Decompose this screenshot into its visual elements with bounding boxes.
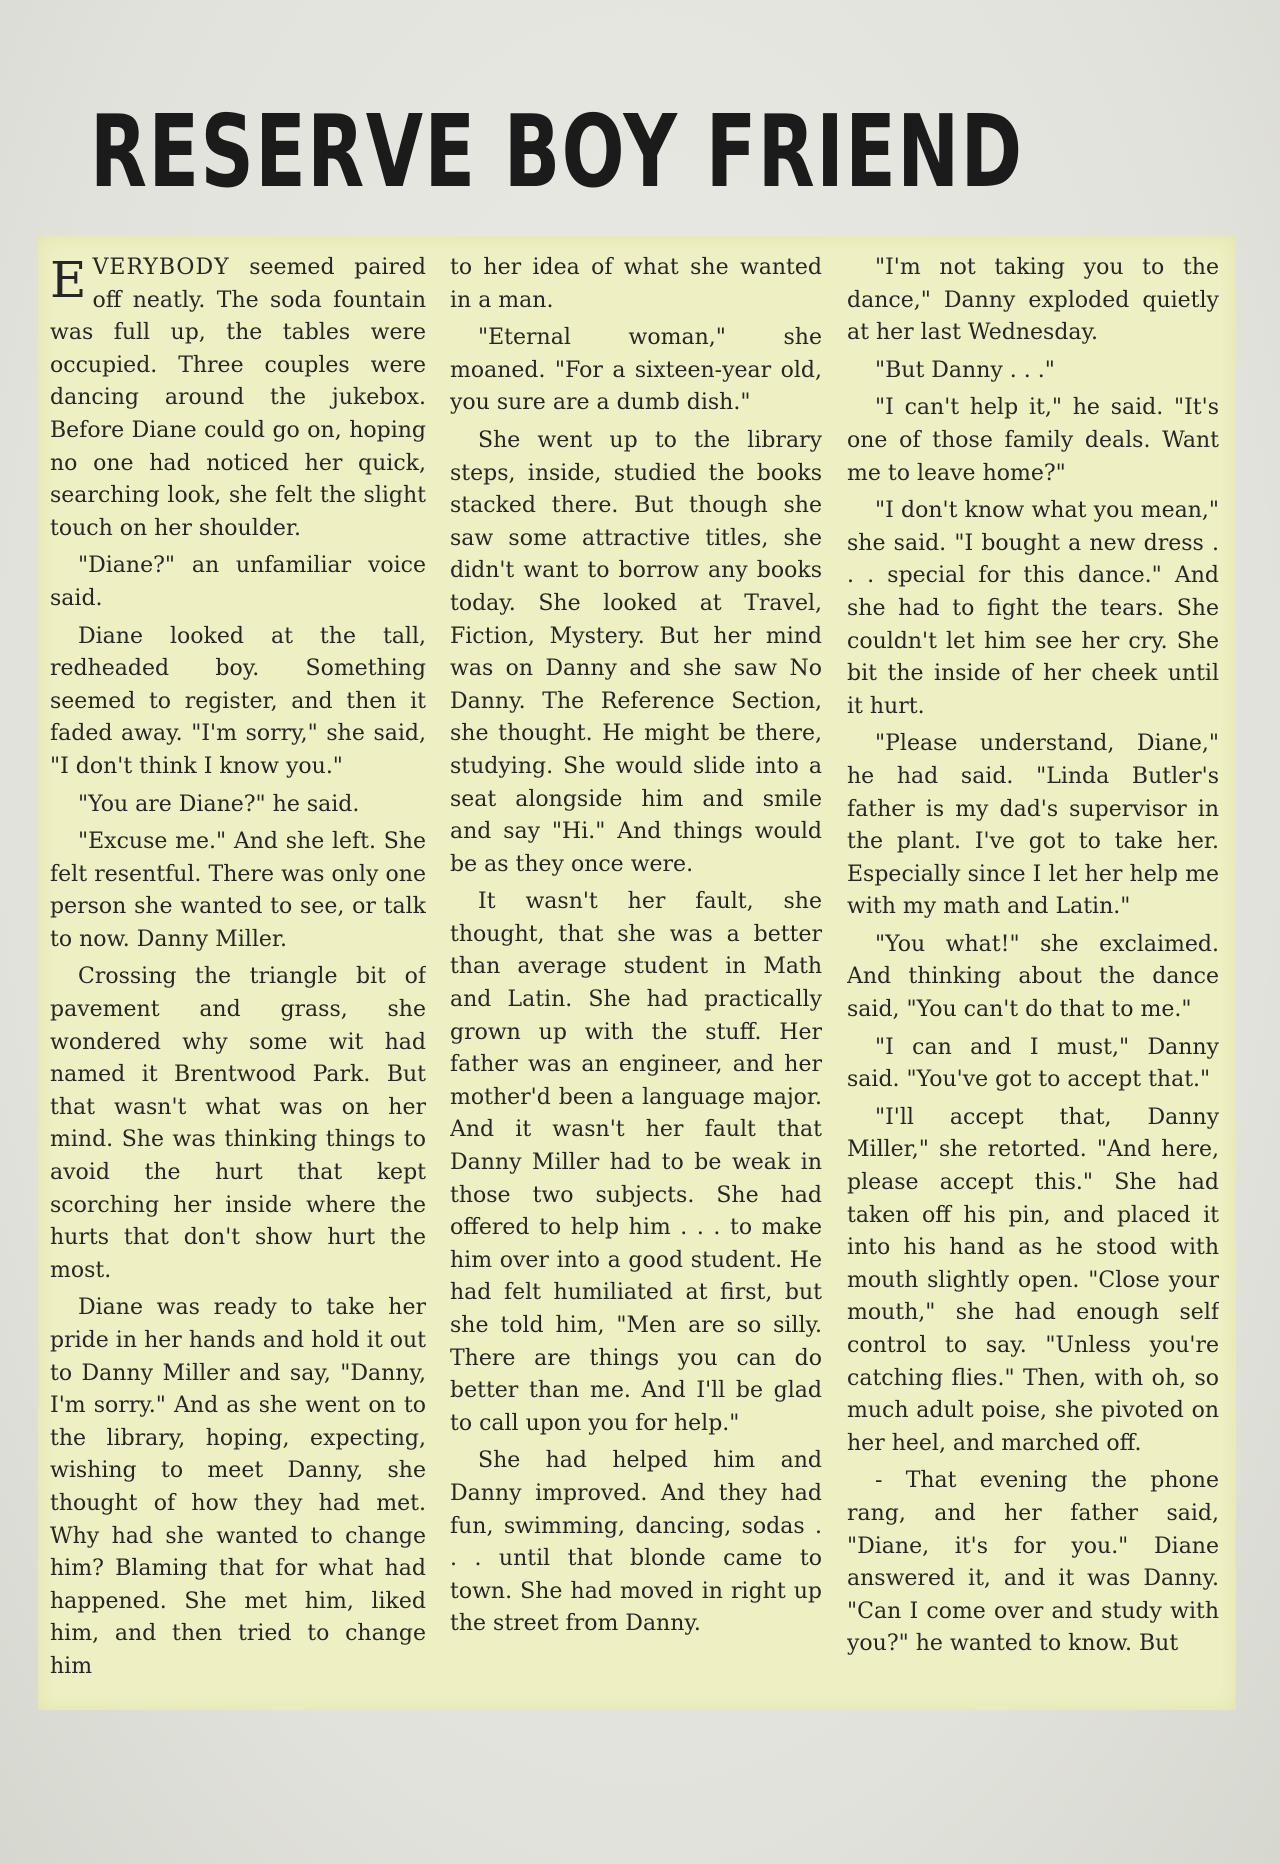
paragraph: "But Danny . . ." — [875, 357, 1055, 383]
paragraph: "I don't know what you mean," she said. "I bought a new dress . . . special for this dance." And she had to fight the tears. She couldn't let him see her cry. She bit the inside of her cheek until it hurt. — [847, 498, 1219, 719]
text-column-3 — [847, 252, 1219, 1704]
paragraph: "Please understand, Diane," he had said. "Linda Butler's father is my dad's supervisor in the plant. I've got to take her. Especially since I let her help me with my math and Latin." — [847, 731, 1219, 920]
paragraph: Diane was ready to take her pride in her hands and hold it out to Danny Miller and say, "Danny, I'm sorry." And as she went on to the library, hoping, expecting, wishing to meet Danny, she thought of how they had met. Why had she wanted to change him? Blaming that for what had happened. She met him, liked him, and then tried to change him — [50, 1295, 426, 1679]
opening-paragraph-text: seemed paired off neatly. The soda fountain was full up, the tables were occupied. Three couples were dancing around the jukebox. Before Diane could go on, hoping no one had noticed her quick, searching look, she felt the slight touch on her shoulder. — [50, 255, 426, 541]
opening-paragraph — [50, 252, 426, 545]
paragraph: to her idea of what she wanted in a man. — [450, 255, 822, 313]
paragraph: "I'll accept that, Danny Miller," she retorted. "And here, please accept this." She had taken off his pin, and placed it into his hand as he stood with mouth slightly open. "Close your mouth," she had enough self control to say. "Unless you're catching flies." Then, with oh, so much adult poise, she pivoted on her heel, and marched off. — [847, 1104, 1219, 1456]
paragraph: "Diane?" an unfamiliar voice said. — [50, 553, 426, 611]
paragraph: Diane looked at the tall, redheaded boy. Something seemed to register, and then it faded away. "I'm sorry," she said, "I don't think I know you." — [50, 623, 426, 779]
text-column-1 — [50, 252, 426, 1704]
paragraph: "I can and I must," Danny said. "You've got to accept that." — [847, 1034, 1219, 1093]
paragraph: "I'm not taking you to the dance," Danny exploded quietly at her last Wednesday. — [847, 255, 1219, 346]
paragraph: "You are Diane?" he said. — [78, 791, 360, 817]
story-title: RESERVE BOY FRIEND — [90, 93, 1024, 210]
paragraph: She had helped him and Danny improved. And they had fun, swimming, dancing, sodas . . . until that blonde came to town. She had moved in right up the street from Danny. — [450, 1448, 822, 1637]
paragraph: She went up to the library steps, inside, studied the books stacked there. But though she saw some attractive titles, she didn't want to borrow any books today. She looked at Travel, Fiction, Mystery. But her mind was on Danny and she saw No Danny. The Reference Section, she thought. He might be there, studying. She would slide into a seat alongside him and smile and say "Hi." And things would be as they once were. — [450, 427, 822, 877]
paragraph: - That evening the phone rang, and her father said, "Diane, it's for you." Diane answered it, and it was Danny. "Can I come over and study with you?" he wanted to know. But — [847, 1468, 1219, 1657]
paragraph: "Eternal woman," she moaned. "For a sixteen-year old, you sure are a dumb dish." — [450, 325, 822, 416]
paragraph: "You what!" she exclaimed. And thinking about the dance said, "You can't do that to me." — [847, 931, 1219, 1023]
text-column-2 — [450, 252, 822, 1704]
lead-word: VERYBODY — [92, 255, 230, 280]
paragraph: "I can't help it," he said. "It's one of those family deals. Want me to leave home?" — [847, 395, 1219, 486]
paragraph: It wasn't her fault, she thought, that she was a better than average student in Math and Latin. She had practically grown up with the stuff. Her father was an engineer, and her mother'd been a language major. And it wasn't her fault that Danny Miller had to be weak in those two subjects. She had offered to help him . . . to make him over into a good student. He had felt humiliated at first, but she told him, "Men are so silly. There are things you can do better than me. And I'll be glad to call upon you for help." — [450, 889, 822, 1436]
paragraph: "Excuse me." And she left. She felt resentful. There was only one person she wanted to see, or talk to now. Danny Miller. — [50, 829, 426, 952]
paragraph: Crossing the triangle bit of pavement and grass, she wondered why some wit had named it Brentwood Park. But that wasn't what was on her mind. She was thinking things to avoid the hurt that kept scorching her inside where the hurts that don't show hurt the most. — [50, 964, 426, 1283]
drop-cap: E — [50, 252, 87, 309]
